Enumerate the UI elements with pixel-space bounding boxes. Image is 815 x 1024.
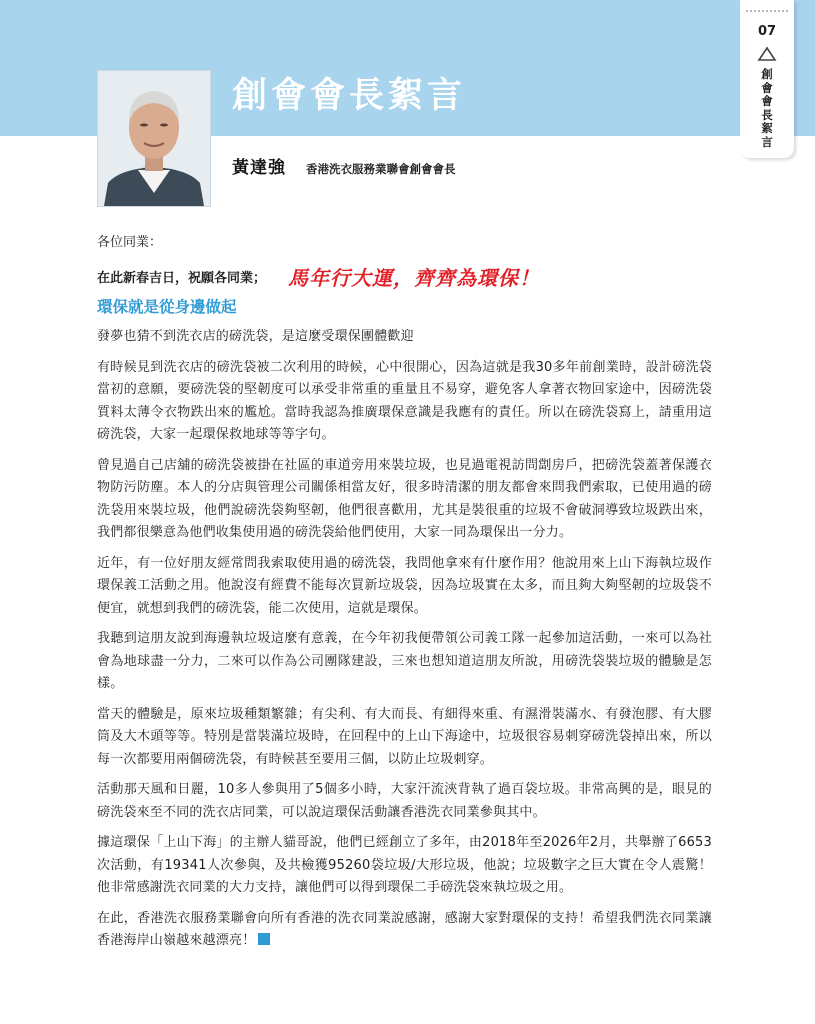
- author-name: 黃達強: [232, 158, 286, 178]
- triangle-outline-icon: [757, 46, 777, 62]
- author-title: 香港洗衣服務業聯會創會會長: [306, 162, 456, 176]
- paragraph: 發夢也猜不到洗衣店的磅洗袋，是這麼受環保團體歡迎: [97, 329, 414, 344]
- blessing-slogan: 馬年行大運，齊齊為環保！: [288, 266, 541, 290]
- closing-text: 在此，香港洗衣服務業聯會向所有香港的洗衣同業說感謝，感謝大家對環保的支持！希望我們洗衣同業讓香港海岸山嶺越來越漂亮！: [97, 910, 712, 948]
- tab-dotted-line: [746, 10, 788, 12]
- paragraph: 近年，有一位好朋友經常問我索取使用過的磅洗袋，我問他拿來有什麼作用？他說用來上山下海執垃圾作環保義工活動之用。他說沒有經費不能每次買新垃圾袋，因為垃圾實在太多，而且夠大夠堅韌的垃圾袋不便宜，就想到我們的磅洗袋，能二次使用，這就是環保。: [97, 555, 712, 616]
- section-tab: [740, 0, 794, 158]
- paragraph: 曾見過自己店舖的磅洗袋被掛在社區的車道旁用來裝垃圾，也見過電視訪問劏房戶，把磅洗袋蓋著保護衣物防污防塵。本人的分店與管理公司關係相當友好，很多時清潔的朋友都會來問我們索取，已使用過的磅洗袋用來裝垃圾，他們說磅洗袋夠堅韌，他們很喜歡用，尤其是裝很重的垃圾不會破洞導致垃圾跌出來，我們都很樂意為他們收集使用過的磅洗袋給他們使用，大家一同為環保出一分力。: [97, 457, 712, 540]
- greeting: 各位同業：: [97, 235, 163, 250]
- portrait-photo: [97, 70, 211, 207]
- blessing-line: [97, 262, 712, 291]
- square-end-icon: [258, 933, 270, 945]
- section-tab-label: [740, 68, 794, 149]
- blessing-label: 在此新春吉日，祝願各同業；: [97, 271, 267, 286]
- author-byline: [232, 153, 456, 178]
- paragraph: 有時候見到洗衣店的磅洗袋被二次利用的時候，心中很開心，因為這就是我30多年前創業時，設計磅洗袋當初的意願，要磅洗袋的堅韌度可以承受非常重的重量且不易穿，避免客人拿著衣物回家途中，因磅洗袋質料太薄令衣物跌出來的尷尬。當時我認為推廣環保意識是我應有的責任。所以在磅洗袋寫上，請重用這磅洗袋，大家一起環保救地球等等字句。: [97, 359, 712, 442]
- article-body: [97, 231, 712, 961]
- section-tab-vertical-text: 創 會 會 長 絮 言: [761, 67, 773, 149]
- page-title: 創會會長絮言: [232, 76, 467, 116]
- paragraph: 我聽到這朋友說到海邊執垃圾這麼有意義，在今年初我便帶領公司義工隊一起參加這活動，一來可以為社會為地球盡一分力，二來可以作為公司團隊建設，三來也想知道這朋友所說，用磅洗袋裝垃圾的體驗是怎樣。: [97, 631, 712, 691]
- paragraph: 活動那天風和日麗，10多人參與用了5個多小時，大家汗流浹背執了過百袋垃圾。非常高興的是，眼見的磅洗袋來至不同的洗衣店同業，可以說這環保活動讓香港洗衣同業參與其中。: [97, 782, 712, 820]
- paragraph: 據這環保「上山下海」的主辦人貓哥說，他們已經創立了多年，由2018年至2026年2月，共舉辦了6653次活動，有19341人次參與，及共檢獲95260袋垃圾/大形垃圾，他說；垃圾數字之巨大實在令人震驚！他非常感謝洗衣同業的大力支持，讓他們可以得到環保二手磅洗袋來執垃圾之用。: [97, 835, 712, 895]
- closing-paragraph: [97, 908, 712, 953]
- section-heading: 環保就是從身邊做起: [97, 298, 237, 316]
- paragraph: 當天的體驗是，原來垃圾種類繁雜；有尖利、有大而長、有細得來重、有濕滑裝滿水、有發泡膠、有大膠筒及大木頭等等。特別是當裝滿垃圾時，在回程中的上山下海途中，垃圾很容易刺穿磅洗袋掉出來，所以每一次都要用兩個磅洗袋，有時候甚至要用三個，以防止垃圾刺穿。: [97, 706, 712, 767]
- page-number: 07: [757, 24, 777, 39]
